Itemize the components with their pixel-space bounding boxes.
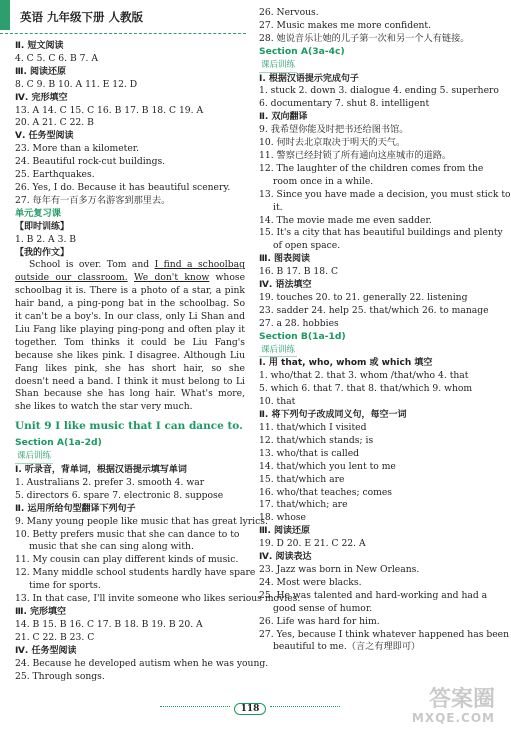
answer-line: it. bbox=[273, 201, 283, 213]
header-title: 英语 九年级下册 人教版 bbox=[20, 10, 144, 24]
answer-line: 4. C 5. C 6. B 7. A bbox=[15, 52, 98, 64]
section-heading: 【即时训练】 bbox=[15, 221, 70, 232]
after-class-label: 课后训练 bbox=[259, 59, 297, 73]
header-accent-bar bbox=[0, 0, 10, 30]
section-heading: Ⅰ. 听录音，背单词，根据汉语提示填写单词 bbox=[15, 465, 187, 475]
answer-line: 13. In that case, I'll invite someone who likes serious movies. bbox=[15, 593, 301, 605]
header-divider bbox=[0, 33, 246, 34]
watermark-line1: 答案圈 bbox=[428, 687, 495, 712]
answer-line: 27. Music makes me more confident. bbox=[259, 19, 432, 31]
answer-line: 11. that/which I visited bbox=[259, 422, 367, 433]
answer-line: 10. Betty prefers music that she can dance to to bbox=[15, 528, 240, 540]
answer-line: 5. directors 6. spare 7. electronic 8. suppose bbox=[15, 489, 224, 501]
section-title: Section A(1a-2d) bbox=[15, 437, 102, 449]
answer-line: 25. He was talented and hard-working and had a bbox=[259, 589, 488, 601]
answer-line: 27. 每年有一百多万名游客到那里去。 bbox=[15, 194, 171, 206]
answer-line: 14. B 15. B 16. C 17. B 18. B 19. B 20. A bbox=[15, 618, 203, 630]
answer-line: 16. who/that teaches; comes bbox=[259, 486, 393, 498]
answer-line: 9. Many young people like music that has great lyrics. bbox=[15, 515, 268, 527]
section-heading: Ⅴ. 任务型阅读 bbox=[15, 131, 74, 142]
answer-line: 12. that/which stands; is bbox=[259, 434, 374, 446]
watermark-line2: MXQE.COM bbox=[411, 711, 495, 725]
after-class-label: 课后训练 bbox=[15, 450, 53, 464]
answer-line: 14. that/which you lent to me bbox=[259, 460, 396, 472]
section-heading: Ⅰ. 根据汉语提示完成句子 bbox=[259, 73, 359, 84]
answer-line: 10. that bbox=[259, 396, 296, 408]
answer-line: 17. that/which; are bbox=[259, 499, 348, 511]
page-number-text: 118 bbox=[234, 703, 267, 715]
answer-line: 1. Australians 2. prefer 3. smooth 4. war bbox=[15, 476, 205, 488]
answer-line: 10. 何时去北京取决于明天的天气。 bbox=[259, 137, 406, 149]
section-heading: Ⅱ. 双向翻译 bbox=[259, 112, 308, 123]
section-heading: 【我的作文】 bbox=[15, 247, 70, 258]
section-heading: Ⅳ. 语法填空 bbox=[259, 280, 312, 291]
answer-line: 24. Most were blacks. bbox=[259, 576, 362, 588]
essay-underlined-text: I find a schoolbag outside our classroom. bbox=[15, 259, 245, 284]
answer-line: 1. stuck 2. down 3. dialogue 4. ending 5. superhero bbox=[259, 85, 499, 97]
answer-line: 25. Earthquakes. bbox=[15, 169, 95, 181]
answer-line: 25. Through songs. bbox=[15, 670, 105, 682]
answer-line: 15. that/which are bbox=[259, 473, 345, 485]
essay-paragraph bbox=[15, 259, 245, 414]
page-header bbox=[0, 0, 246, 34]
answer-line: 13. Since you have made a decision, you must stick to bbox=[259, 188, 511, 200]
answer-line: 23. More than a kilometer. bbox=[15, 143, 140, 155]
right-column bbox=[259, 7, 511, 654]
answer-line: 26. Nervous. bbox=[259, 7, 319, 18]
answer-line: 8. C 9. B 10. A 11. E 12. D bbox=[15, 78, 138, 90]
answer-line: 1. B 2. A 3. B bbox=[15, 233, 77, 245]
section-heading: Ⅰ. 用 that, who, whom 或 which 填空 bbox=[259, 358, 433, 369]
essay-text: whose schoolbag it is. There is a photo of a star, a pink hair band, a ping-pong bat in the schoolbag. So it can't be a boy's. In our class, only Li Shan and Liu Fang like playing ping-pong and often play it together. Tom thinks it could be Liu Fang's because she likes pink. I disagree. Although Liu Fang likes pink, she has short hair, so she doesn't need a band. I think it must belong to Li Shan because she has long hair. What's more, she likes to watch the star very much. bbox=[15, 272, 246, 413]
answer-line: 16. B 17. B 18. C bbox=[259, 266, 338, 278]
section-heading: Ⅲ. 阅读还原 bbox=[15, 66, 67, 77]
unit-review-label: 单元复习课 bbox=[15, 207, 61, 219]
answer-line: 12. The laughter of the children comes from the bbox=[259, 162, 484, 174]
answer-line: 15. It's a city that has beautiful buildings and plenty bbox=[259, 227, 503, 239]
section-heading: Ⅳ. 任务型阅读 bbox=[15, 645, 77, 656]
answer-line: 13. who/that is called bbox=[259, 447, 360, 459]
section-title: Section B(1a-1d) bbox=[259, 330, 346, 342]
essay-text: School is over. Tom and bbox=[29, 259, 155, 271]
answer-line: beautiful to me.（言之有理即可） bbox=[273, 641, 421, 653]
answer-line: time for sports. bbox=[29, 580, 101, 592]
section-heading: Ⅳ. 完形填空 bbox=[15, 92, 68, 103]
answer-line: 20. A 21. C 22. B bbox=[15, 117, 94, 129]
answer-line: 26. Yes, I do. Because it has beautiful scenery. bbox=[15, 181, 231, 193]
watermark bbox=[405, 688, 495, 726]
section-heading: Ⅲ. 图表阅读 bbox=[259, 254, 311, 265]
answer-line: room once in a while. bbox=[273, 175, 374, 187]
answer-line: 23. sadder 24. help 25. that/which 26. to manage bbox=[259, 304, 489, 316]
section-heading: Ⅲ. 阅读还原 bbox=[259, 526, 311, 537]
answer-line: 12. Many middle school students hardly have spare bbox=[15, 567, 256, 579]
answer-line: 24. Because he developed autism when he was young. bbox=[15, 657, 269, 669]
answer-line: 19. D 20. E 21. C 22. A bbox=[259, 538, 366, 550]
answer-line: 19. touches 20. to 21. generally 22. listening bbox=[259, 291, 468, 303]
essay-underlined-text: We don't know bbox=[134, 272, 210, 284]
unit-title: Unit 9 I like music that I can dance to. bbox=[15, 420, 243, 433]
answer-line: good sense of humor. bbox=[273, 602, 373, 614]
after-class-label: 课后训练 bbox=[259, 344, 297, 358]
answer-line: 13. A 14. C 15. C 16. B 17. B 18. C 19. A bbox=[15, 104, 204, 116]
answer-line: 23. Jazz was born in New Orleans. bbox=[259, 563, 420, 575]
answer-line: 11. My cousin can play different kinds of music. bbox=[15, 554, 239, 566]
answer-line: of open space. bbox=[273, 240, 341, 252]
answer-line: 27. Yes, because I think whatever happened has been bbox=[259, 628, 510, 640]
answer-line: 26. Life was hard for him. bbox=[259, 615, 380, 627]
section-heading: Ⅱ. 运用所给句型翻译下列句子 bbox=[15, 503, 136, 514]
section-title: Section A(3a-4c) bbox=[259, 45, 345, 57]
answer-line: 18. whose bbox=[259, 512, 306, 524]
answer-line: 27. a 28. hobbies bbox=[259, 317, 339, 329]
section-heading: Ⅳ. 阅读表达 bbox=[259, 552, 312, 563]
answer-line: 11. 警察已经封锁了所有通向这座城市的道路。 bbox=[259, 149, 452, 161]
answer-line: 9. 我希望你能及时把书还给图书馆。 bbox=[259, 124, 409, 136]
answer-line: 28. 她说音乐让她的儿子第一次和另一个人有链接。 bbox=[259, 32, 470, 44]
section-heading: Ⅱ. 短文阅读 bbox=[15, 41, 64, 51]
answer-line: 24. Beautiful rock-cut buildings. bbox=[15, 156, 166, 168]
answer-line: 1. who/that 2. that 3. whom /that/who 4. that bbox=[259, 370, 469, 382]
section-heading: Ⅱ. 将下列句子改成同义句，每空一词 bbox=[259, 410, 407, 421]
answer-line: music that she can sing along with. bbox=[29, 541, 194, 553]
answer-line: 6. documentary 7. shut 8. intelligent bbox=[259, 98, 430, 110]
answer-line: 5. which 6. that 7. that 8. that/which 9. whom bbox=[259, 383, 473, 395]
section-heading: Ⅲ. 完形填空 bbox=[15, 606, 67, 617]
answer-line: 14. The movie made me even sadder. bbox=[259, 214, 432, 226]
answer-line: 21. C 22. B 23. C bbox=[15, 631, 95, 643]
